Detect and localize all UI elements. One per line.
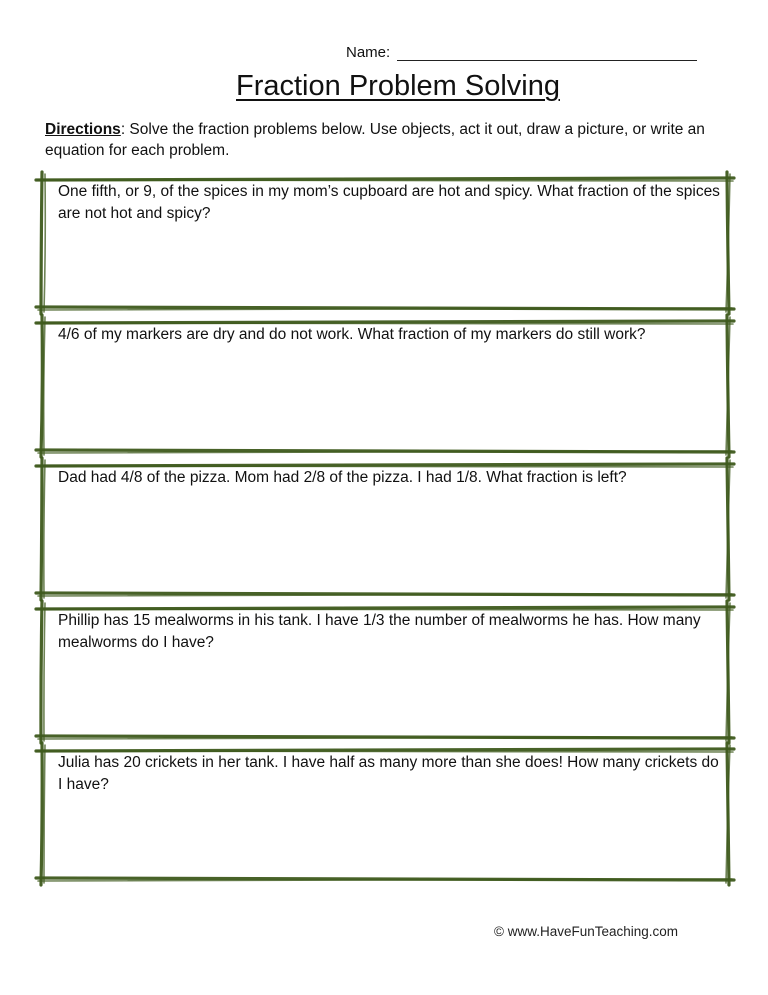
directions (45, 119, 735, 161)
problem-box-3[interactable] (40, 463, 730, 595)
problem-box-1[interactable] (40, 177, 730, 309)
problem-text-2: 4/6 of my markers are dry and do not work. What fraction of my markers do still work? (58, 326, 646, 343)
problem-text-1: One fifth, or 9, of the spices in my mom’s cupboard are hot and spicy. What fraction of the spices are not hot and spicy? (58, 183, 720, 222)
directions-text: : Solve the fraction problems below. Use objects, act it out, draw a picture, or write an equation for each problem. (45, 121, 705, 159)
problem-box-2[interactable] (40, 320, 730, 452)
problem-text-5: Julia has 20 crickets in her tank. I have half as many more than she does! How many crickets do I have? (58, 754, 719, 793)
name-blank-line[interactable] (397, 46, 697, 61)
directions-label: Directions (45, 121, 121, 138)
problem-text-4: Phillip has 15 mealworms in his tank. I have 1/3 the number of mealworms he has. How many mealworms do I have? (58, 612, 701, 651)
copyright-footer: © www.HaveFunTeaching.com (494, 924, 679, 939)
problem-box-5[interactable] (40, 748, 730, 880)
name-field (346, 44, 697, 61)
name-label: Name: (346, 44, 391, 61)
worksheet-title: Fraction Problem Solving (236, 70, 560, 102)
problem-box-4[interactable] (40, 606, 730, 738)
problem-text-3: Dad had 4/8 of the pizza. Mom had 2/8 of the pizza. I had 1/8. What fraction is left? (58, 469, 627, 486)
